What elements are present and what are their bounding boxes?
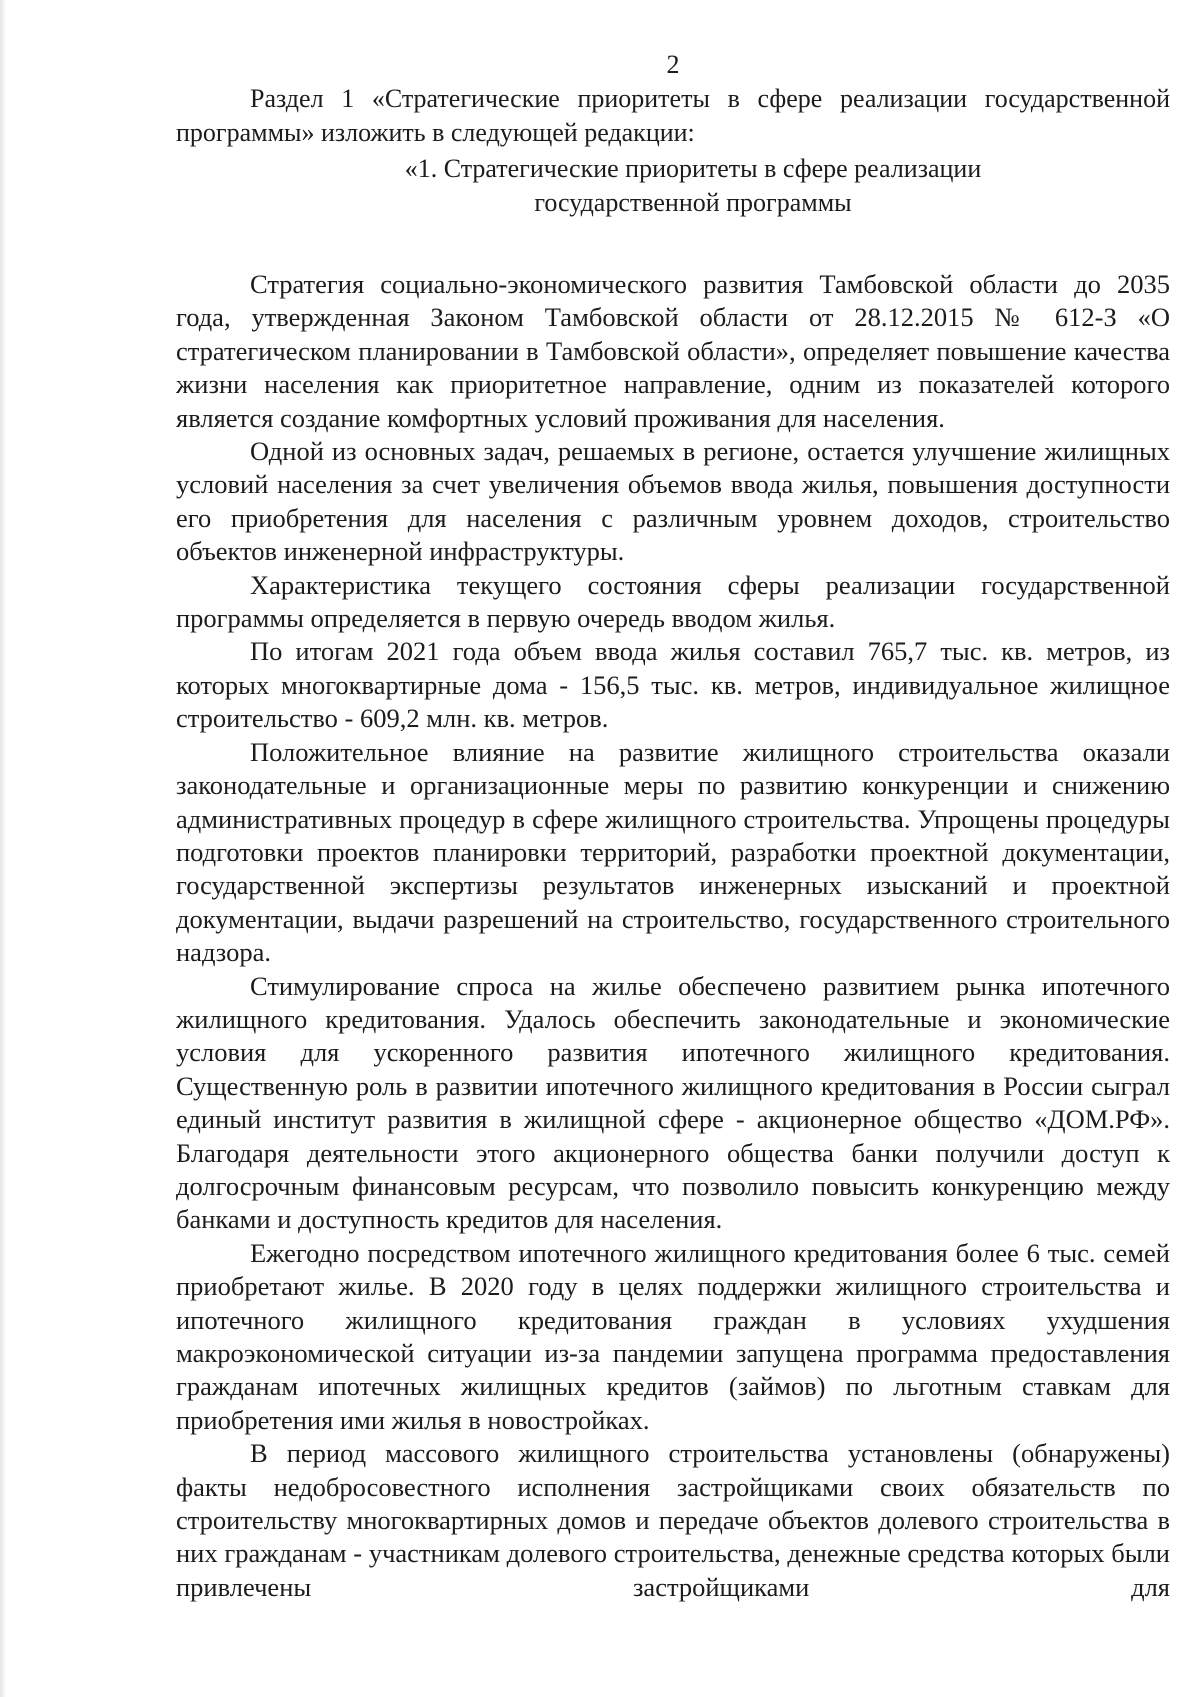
- paragraph-current-state: Характеристика текущего состояния сферы реализации государственной программы определяется в первую очередь вводом жилья.: [176, 569, 1170, 634]
- paragraph-mortgage-demand: Стимулирование спроса на жилье обеспечено развитием рынка ипотечного жилищного кредитования. Удалось обеспечить законодательные и экономические условия для ускоренного развития ипотечного жилищного кредитования. Существенную роль в развитии ипотечного жилищного кредитования в России сыграл единый институт развития в жилищной сфере - акционерное общество «ДОМ.РФ». Благодаря деятельности этого акционерного общества банки получили доступ к долгосрочным финансовым ресурсам, что позволило повысить конкуренцию между банками и доступность кредитов для населения.: [176, 970, 1170, 1235]
- scan-edge: [0, 0, 6, 1697]
- paragraph-mass-construction: В период массового жилищного строительства установлены (обнаружены) факты недобросовестного исполнения застройщиками своих обязательств по строительству многоквартирных домов и передаче объектов долевого строительства в них гражданам - участникам долевого строительства, денежные средства которых были привлечены застройщиками для: [176, 1438, 1170, 1602]
- paragraph-annual-mortgage: Ежегодно посредством ипотечного жилищного кредитования более 6 тыс. семей приобретают жилье. В 2020 году в целях поддержки жилищного строительства и ипотечного жилищного кредитования граждан в условиях ухудшения макроэкономической ситуации из-за пандемии запущена программа предоставления гражданам ипотечных жилищных кредитов (займов) по льготным ставкам для приобретения ими жилья в новостройках.: [176, 1237, 1170, 1435]
- paragraph-housing-results-2021: По итогам 2021 года объем ввода жилья составил 765,7 тыс. кв. метров, из которых многоквартирные дома - 156,5 тыс. кв. метров, индивидуальное жилищное строительство - 609,2 млн. кв. метров.: [176, 636, 1170, 734]
- document-page: [176, 48, 1170, 1604]
- section-heading-line-2: государственной программы: [534, 188, 852, 217]
- amendment-lead: Раздел 1 «Стратегические приоритеты в сфере реализации государственной программы» изложить в следующей редакции:: [176, 84, 1170, 147]
- section-heading-line-1: «1. Стратегические приоритеты в сфере реализации: [404, 154, 982, 183]
- section-heading: [176, 152, 1170, 220]
- paragraph-positive-influence: Положительное влияние на развитие жилищного строительства оказали законодательные и организационные меры по развитию конкуренции и снижению административных процедур в сфере жилищного строительства. Упрощены процедуры подготовки проектов планировки территорий, разработки проектной документации, государственной экспертизы результатов инженерных изысканий и проектной документации, выдачи разрешений на строительство, государственного строительного надзора.: [176, 736, 1170, 968]
- paragraph-strategy: Стратегия социально-экономического развития Тамбовской области до 2035 года, утвержденная Законом Тамбовской области от 28.12.2015 № 612-З «О стратегическом планировании в Тамбовской области», определяет повышение качества жизни населения как приоритетное направление, одним из показателей которого является создание комфортных условий проживания для населения.: [176, 269, 1170, 433]
- body-text: [176, 268, 1170, 1604]
- page-number: 2: [666, 50, 680, 79]
- paragraph-main-tasks: Одной из основных задач, решаемых в регионе, остается улучшение жилищных условий населения за счет увеличения объемов ввода жилья, повышения доступности его приобретения для населения с различным уровнем доходов, строительство объектов инженерной инфраструктуры.: [176, 436, 1170, 567]
